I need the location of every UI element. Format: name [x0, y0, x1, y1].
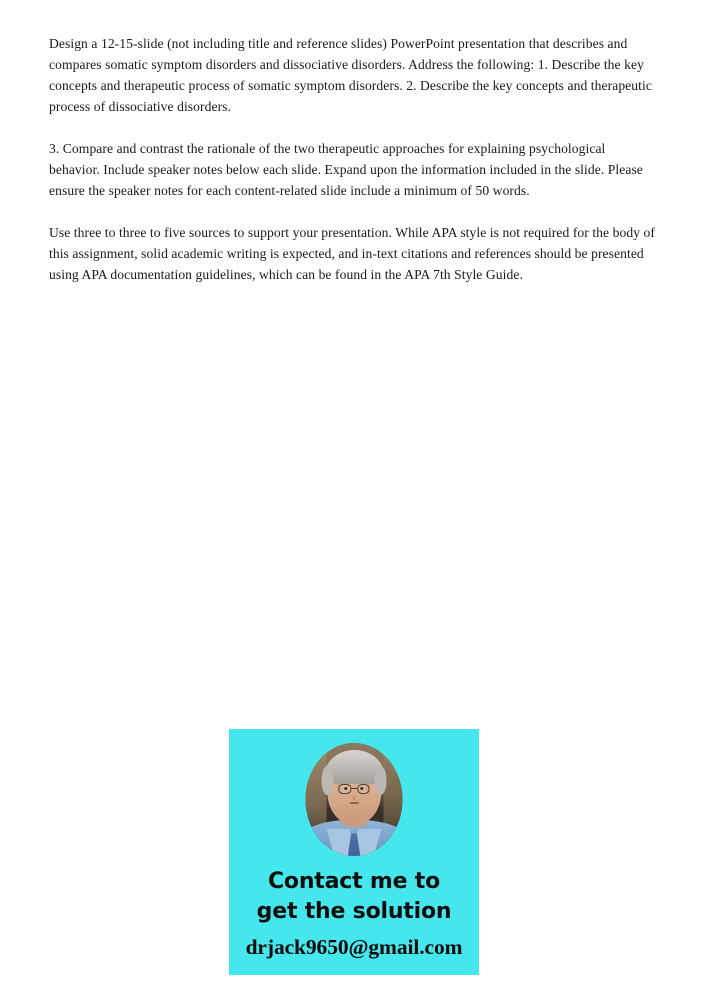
avatar — [306, 743, 403, 856]
glasses-bridge-shape — [351, 788, 357, 789]
paragraph-sources-apa: Use three to three to five sources to support your presentation. While APA style is not required for the body of this assignment, solid academic writing is expected, and in-text citations and references should be presented using APA documentation guidelines, which can be found in the APA 7th Style Guide. — [49, 225, 655, 282]
eye-left-shape — [344, 787, 347, 790]
portrait-photo-icon — [306, 743, 403, 856]
hair-side-right-shape — [374, 766, 386, 795]
glasses-icon — [339, 784, 369, 793]
contact-card — [229, 729, 479, 975]
paragraph-assignment-overview: Design a 12-15-slide (not including title and reference slides) PowerPoint presentation that describes and compares somatic symptom disorders and dissociative disorders. Address the following: 1. Describe the key concepts and therapeutic process of somatic symptom disorders. 2. Describe the key concepts and therapeutic process of dissociative disorders. — [49, 36, 652, 114]
contact-heading-line-2: get the solution — [256, 899, 452, 924]
eye-right-shape — [361, 787, 364, 790]
hair-side-left-shape — [322, 766, 334, 795]
contact-email[interactable]: drjack9650@gmail.com — [245, 935, 463, 959]
contact-card-text — [229, 867, 479, 961]
nose-shape — [352, 794, 356, 800]
paragraph-compare-contrast: 3. Compare and contrast the rationale of the two therapeutic approaches for explaining psychological behavior. Include speaker notes below each slide. Expand upon the information included in the slide. Please ensure the speaker notes for each content-related slide include a minimum of 50 words. — [49, 141, 643, 198]
document-text-block — [49, 33, 655, 285]
mouth-shape — [349, 802, 358, 803]
contact-heading-line-1: Contact me to — [267, 869, 441, 894]
